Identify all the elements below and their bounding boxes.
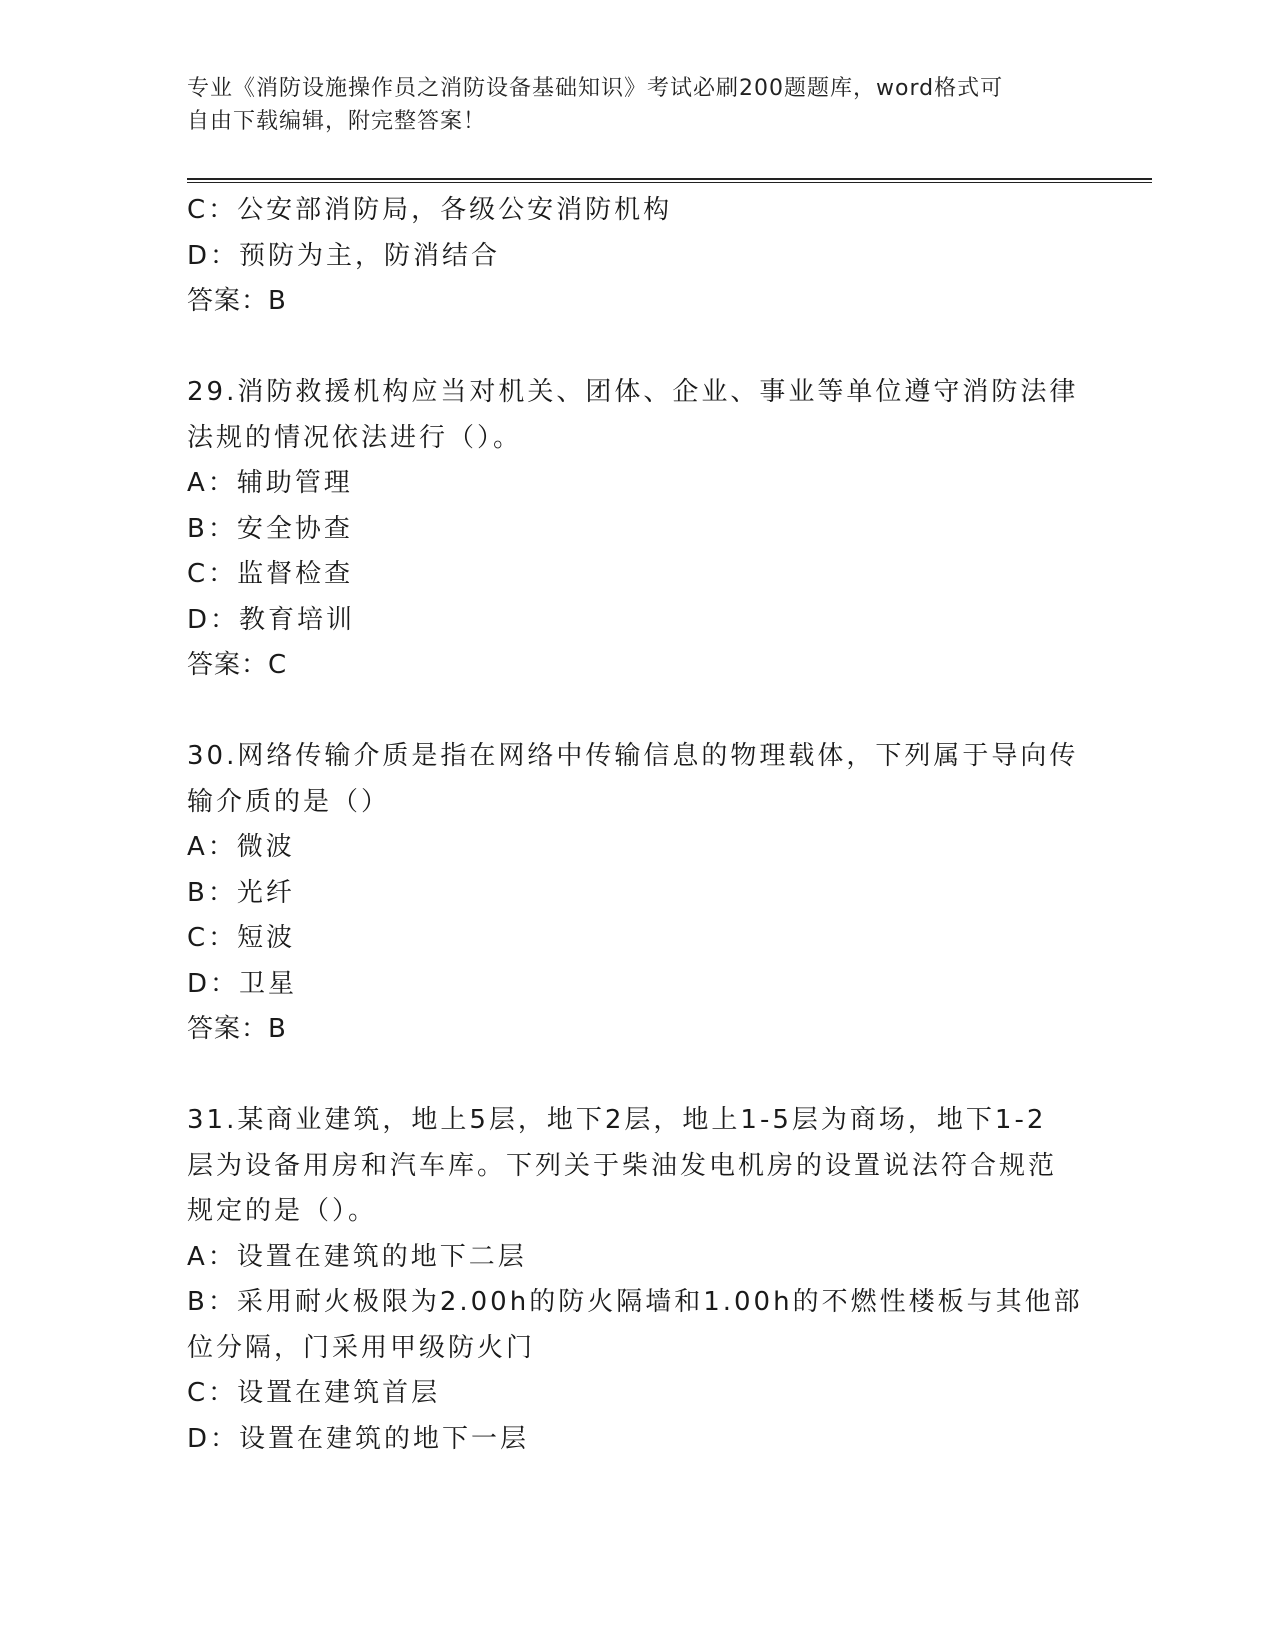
q31-text-line-1: 31.某商业建筑，地上5层，地下2层，地上1-5层为商场，地下1-2: [187, 1105, 1047, 1135]
q30-option-a: A：微波: [187, 832, 295, 862]
q29-text-line-2: 法规的情况依法进行（）。: [187, 422, 523, 453]
q30-option-c: C：短波: [187, 923, 296, 953]
q30-text-line-2: 输介质的是（）: [187, 786, 391, 817]
q29-option-c: C：监督检查: [187, 559, 354, 589]
q29-text-line-1: 29.消防救援机构应当对机关、团体、企业、事业等单位遵守消防法律: [187, 377, 1079, 407]
spacer: [187, 1053, 1087, 1099]
q30-option-b: B：光纤: [187, 877, 295, 908]
spacer: [187, 689, 1087, 735]
q29-answer: 答案：C: [187, 650, 288, 680]
q31-option-b-line-1: B：采用耐火极限为2.00h的防火隔墙和1.00h的不燃性楼板与其他部: [187, 1287, 1083, 1317]
q30-text-line-1: 30.网络传输介质是指在网络中传输信息的物理载体，下列属于导向传: [187, 741, 1079, 771]
q30-option-d: D：卫星: [187, 968, 298, 999]
q31-text-line-3: 规定的是（）。: [187, 1196, 378, 1226]
q31-option-c: C：设置在建筑首层: [187, 1378, 441, 1408]
q31-option-a: A：设置在建筑的地下二层: [187, 1241, 527, 1272]
question-list: [187, 188, 1087, 1462]
header-line-2: 自由下载编辑，附完整答案！: [187, 109, 487, 134]
prev-option-d: D：预防为主，防消结合: [187, 240, 501, 271]
q31-text-line-2: 层为设备用房和汽车库。下列关于柴油发电机房的设置说法符合规范: [187, 1150, 1058, 1181]
document-header: [187, 72, 1067, 138]
q31-option-b-line-2: 位分隔，门采用甲级防火门: [187, 1332, 536, 1363]
q31-option-d: D：设置在建筑的地下一层: [187, 1423, 530, 1454]
q30-answer: 答案：B: [187, 1014, 287, 1044]
spacer: [187, 325, 1087, 371]
prev-answer: 答案：B: [187, 286, 287, 316]
q29-option-a: A：辅助管理: [187, 468, 353, 498]
q29-option-d: D：教育培训: [187, 604, 356, 635]
header-line-1: 专业《消防设施操作员之消防设备基础知识》考试必刷200题题库，word格式可: [187, 76, 1004, 101]
q29-option-b: B：安全协查: [187, 513, 353, 544]
prev-option-c: C：公安部消防局，各级公安消防机构: [187, 195, 673, 225]
header-divider: [187, 178, 1152, 183]
